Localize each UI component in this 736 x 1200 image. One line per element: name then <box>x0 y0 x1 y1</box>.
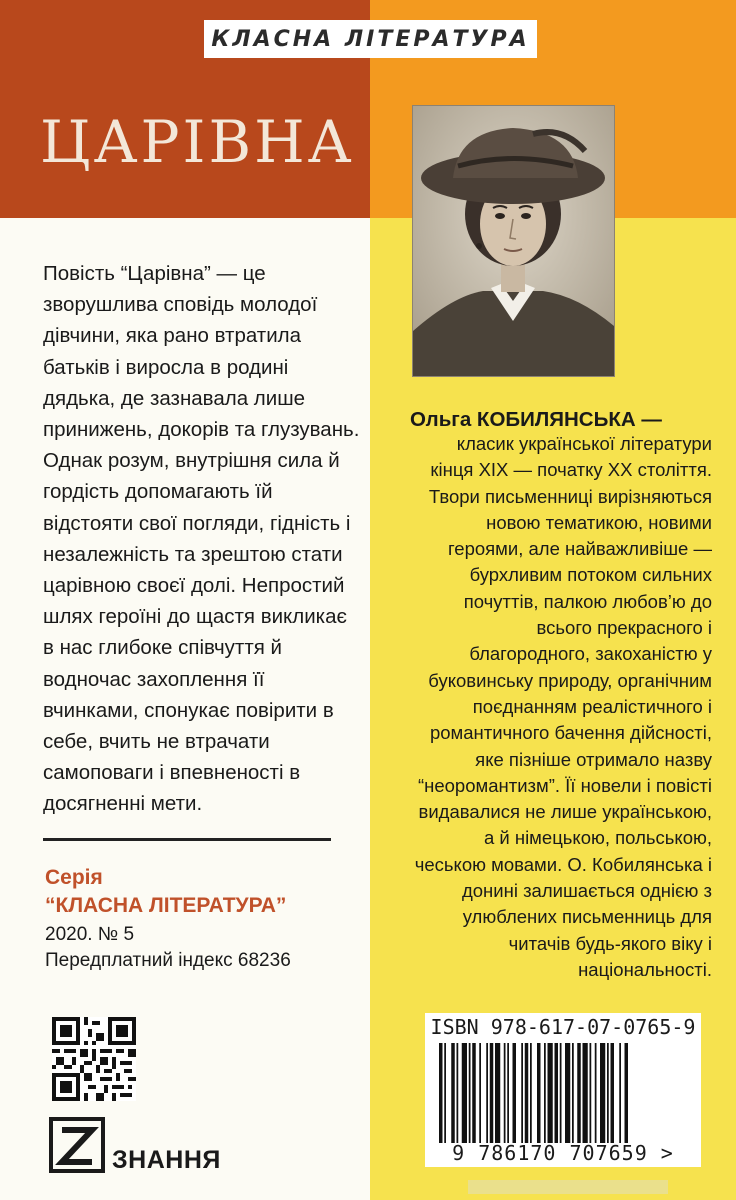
subscription-index: Передплатний індекс 68236 <box>45 950 291 971</box>
barcode-bar <box>572 1043 574 1143</box>
barcode-bar <box>504 1043 506 1143</box>
author-portrait <box>412 105 615 377</box>
author-name: Ольга КОБИЛЯНСЬКА — <box>410 408 662 431</box>
divider-line <box>43 838 331 841</box>
series-name: “КЛАСНА ЛІТЕРАТУРА” <box>45 894 287 917</box>
qr-code-icon <box>52 1017 136 1101</box>
barcode-bar <box>619 1043 621 1143</box>
barcode-bar <box>525 1043 529 1143</box>
barcode-bar <box>521 1043 523 1143</box>
barcode-bar <box>444 1043 446 1143</box>
barcode-bar <box>577 1043 581 1143</box>
barcode-bar <box>472 1043 476 1143</box>
barcode-bar <box>625 1043 629 1143</box>
book-description <box>43 258 363 820</box>
publisher-name: ЗНАННЯ <box>112 1146 221 1174</box>
barcode-bar <box>583 1043 588 1143</box>
barcode-icon <box>435 1043 691 1143</box>
barcode-bar <box>507 1043 509 1143</box>
barcode-bar <box>451 1043 455 1143</box>
barcode-bar <box>462 1043 467 1143</box>
barcode-bar <box>611 1043 615 1143</box>
barcode-bar <box>469 1043 471 1143</box>
barcode-bar <box>590 1043 592 1143</box>
barcode-bar <box>548 1043 553 1143</box>
book-title: ЦАРІВНА <box>40 108 355 176</box>
isbn-label: ISBN 978-617-07-0765-9 <box>430 1015 696 1039</box>
barcode-bar <box>486 1043 488 1143</box>
barcode-bar <box>513 1043 517 1143</box>
book-description-text: Повість “Царівна” — це зворушлива сповідь молодої дівчини, яка рано втратила батьків і виросла в родині дядька, де зазнавала лише принижень, докорів та глузувань. Однак розум, внутрішня сила й гордість допомагають їй відстояти свої погляди, гідність і незалежність та зрештою стати царівною своєї долі. Непростий шлях героїні до щастя викликає в нас глибоке співчуття й водночас захоплення її вчинками, спонукає повірити в себе, вчить не втрачати самоповаги і впевненості в досягненні мети. <box>43 262 360 816</box>
barcode-bar <box>607 1043 609 1143</box>
series-tab: КЛАСНА ЛІТЕРАТУРА <box>204 20 537 58</box>
barcode-bar <box>530 1043 532 1143</box>
author-bio: класик української літератури кінця ХІХ — початку ХХ століття. Твори письменниці вирізняються новою тематикою, новими героями, але найважливіше — бурхливим потоком сильних почуттів, палкою любов’ю до всього прекрасного і благородного, закоханістю у буковинську природу, органічним поєднанням реалістичного і романтичного бачення дійсності, яке пізніше отримало назву “неоромантизм”. Її новели і повісті видавалися не лише українською, а й німецькою, польською, чеською мовами. О. Кобилянська і донині залишається однією з улюблених письменниць для читачів будь-якого віку і національності. <box>414 433 712 980</box>
barcode-digits: 9 786170 707659 > <box>452 1141 674 1165</box>
barcode-bar <box>595 1043 597 1143</box>
barcode-bar <box>537 1043 541 1143</box>
barcode-bar <box>544 1043 546 1143</box>
barcode-bar <box>565 1043 570 1143</box>
price-sticker <box>468 1180 668 1194</box>
barcode-bar <box>479 1043 481 1143</box>
barcode-bar <box>560 1043 562 1143</box>
barcode-bar <box>439 1043 443 1143</box>
barcode-bar <box>495 1043 500 1143</box>
series-label: Серія <box>45 866 103 889</box>
issue-number: 2020. № 5 <box>45 924 135 945</box>
publisher-logo-icon <box>48 1116 106 1174</box>
barcode-bar <box>457 1043 459 1143</box>
barcode-box <box>425 1013 701 1167</box>
barcode-bar <box>555 1043 559 1143</box>
barcode-bar <box>490 1043 494 1143</box>
barcode-bar <box>600 1043 605 1143</box>
author-portrait-icon <box>413 106 614 376</box>
